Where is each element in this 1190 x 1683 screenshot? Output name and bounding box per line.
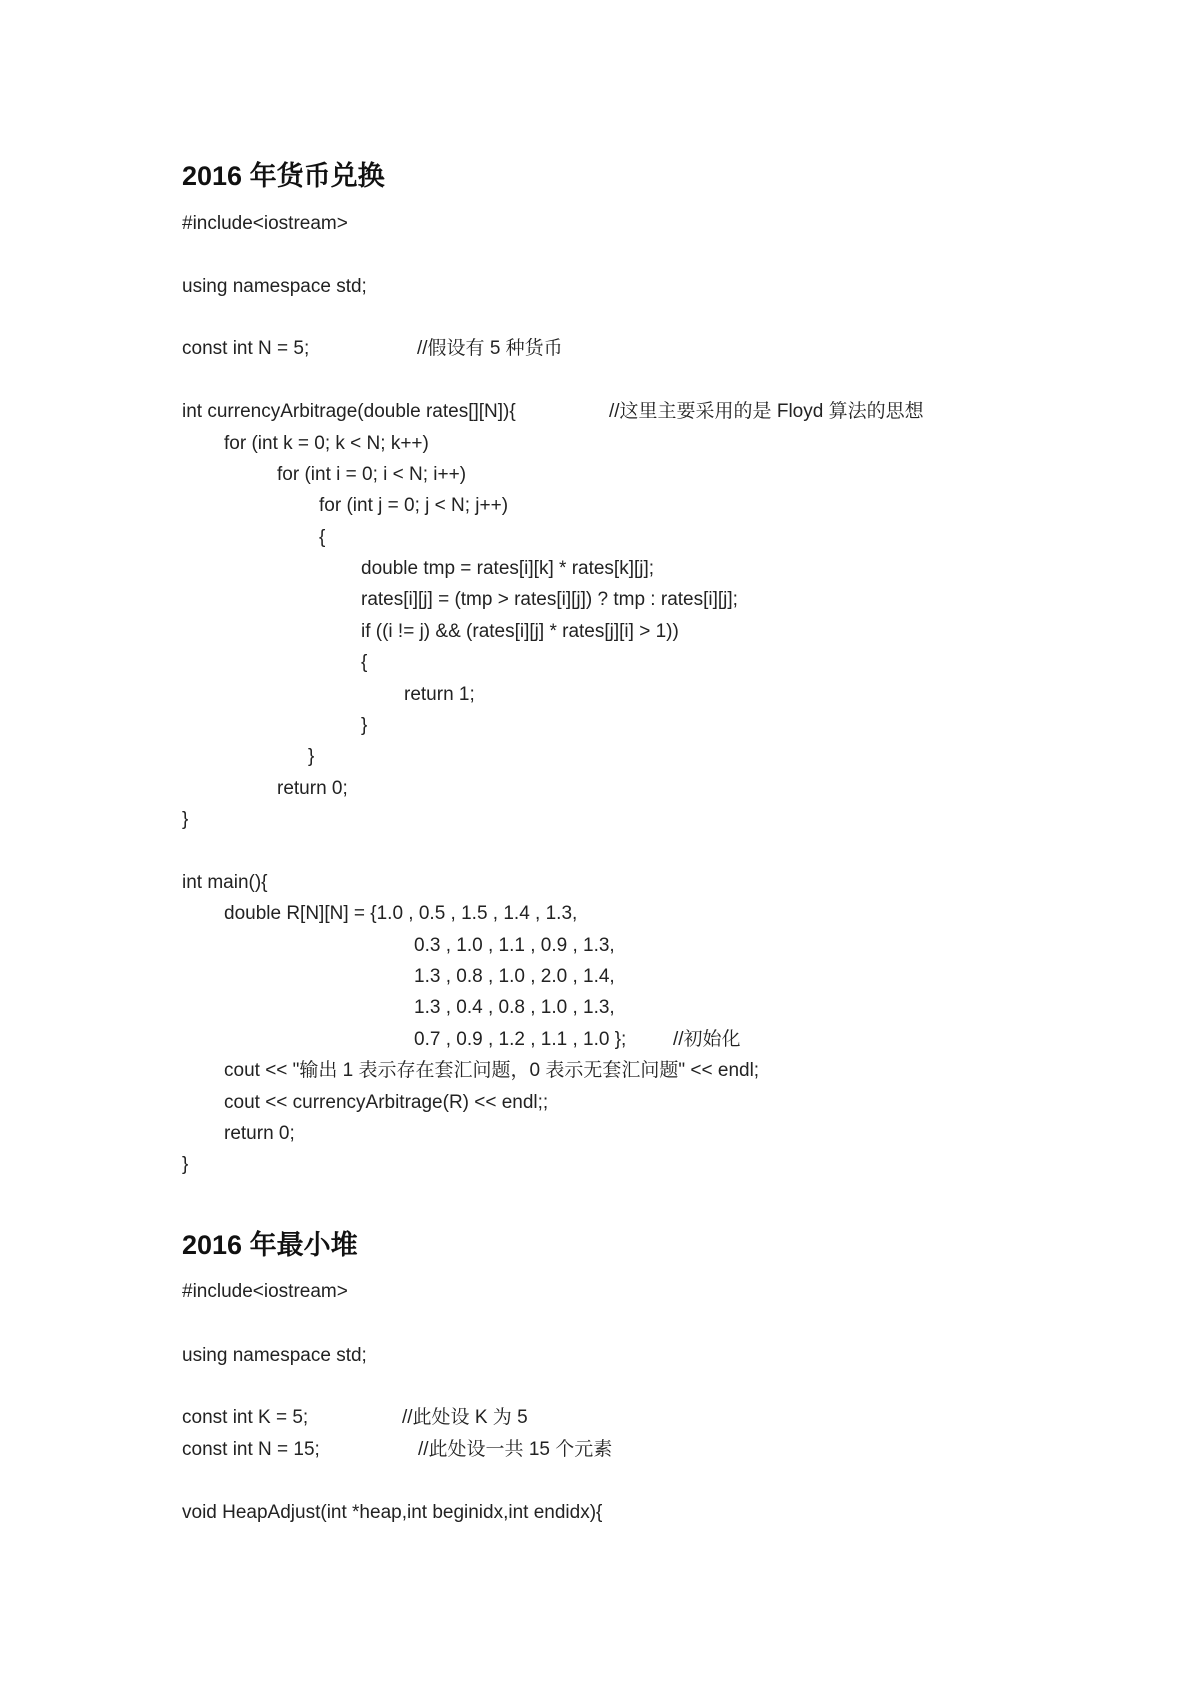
code-line: if ((i != j) && (rates[i][j] * rates[j][i] > 1)) (361, 621, 679, 642)
code-line: } (361, 715, 368, 736)
code-line: double R[N][N] = {1.0 , 0.5 , 1.5 , 1.4 , 1.3, (224, 903, 578, 924)
code-line: 1.3 , 0.4 , 0.8 , 1.0 , 1.3, (414, 997, 615, 1018)
code-line: for (int j = 0; j < N; j++) (319, 495, 509, 516)
code-comment: //初始化 (673, 1029, 741, 1050)
code-comment: //此处设 K 为 5 (402, 1407, 528, 1428)
section-heading: 2016 年货币兑换 (182, 161, 385, 191)
code-line: } (182, 1154, 189, 1175)
code-line: #include<iostream> (182, 213, 348, 234)
section-heading: 2016 年最小堆 (182, 1230, 358, 1260)
code-line: double tmp = rates[i][k] * rates[k][j]; (361, 558, 655, 579)
code-line: const int N = 5; (182, 338, 310, 359)
code-line: const int K = 5; (182, 1407, 309, 1428)
code-line: return 1; (404, 684, 475, 705)
code-line: void HeapAdjust(int *heap,int beginidx,int endidx){ (182, 1502, 603, 1523)
code-line: cout << "输出 1 表示存在套汇问题，0 表示无套汇问题" << endl; (224, 1060, 760, 1081)
code-line: return 0; (224, 1123, 295, 1144)
code-line: int main(){ (182, 872, 268, 893)
code-line: for (int i = 0; i < N; i++) (277, 464, 467, 485)
code-line: 0.7 , 0.9 , 1.2 , 1.1 , 1.0 }; (414, 1029, 627, 1050)
code-line: 1.3 , 0.8 , 1.0 , 2.0 , 1.4, (414, 966, 615, 987)
code-line: } (308, 746, 315, 767)
code-line: using namespace std; (182, 276, 367, 297)
code-line: { (361, 652, 368, 673)
code-comment: //这里主要采用的是 Floyd 算法的思想 (609, 401, 924, 422)
code-line: } (182, 809, 189, 830)
code-line: 0.3 , 1.0 , 1.1 , 0.9 , 1.3, (414, 935, 615, 956)
code-line: rates[i][j] = (tmp > rates[i][j]) ? tmp : rates[i][j]; (361, 589, 738, 610)
code-line: { (319, 527, 326, 548)
code-comment: //假设有 5 种货币 (417, 338, 563, 359)
code-line: for (int k = 0; k < N; k++) (224, 433, 429, 454)
code-comment: //此处设一共 15 个元素 (418, 1439, 613, 1460)
code-line: const int N = 15; (182, 1439, 320, 1460)
code-line: using namespace std; (182, 1345, 367, 1366)
code-line: int currencyArbitrage(double rates[][N]){ (182, 401, 516, 422)
code-line: cout << currencyArbitrage(R) << endl;; (224, 1092, 549, 1113)
code-line: #include<iostream> (182, 1281, 348, 1302)
code-line: return 0; (277, 778, 348, 799)
